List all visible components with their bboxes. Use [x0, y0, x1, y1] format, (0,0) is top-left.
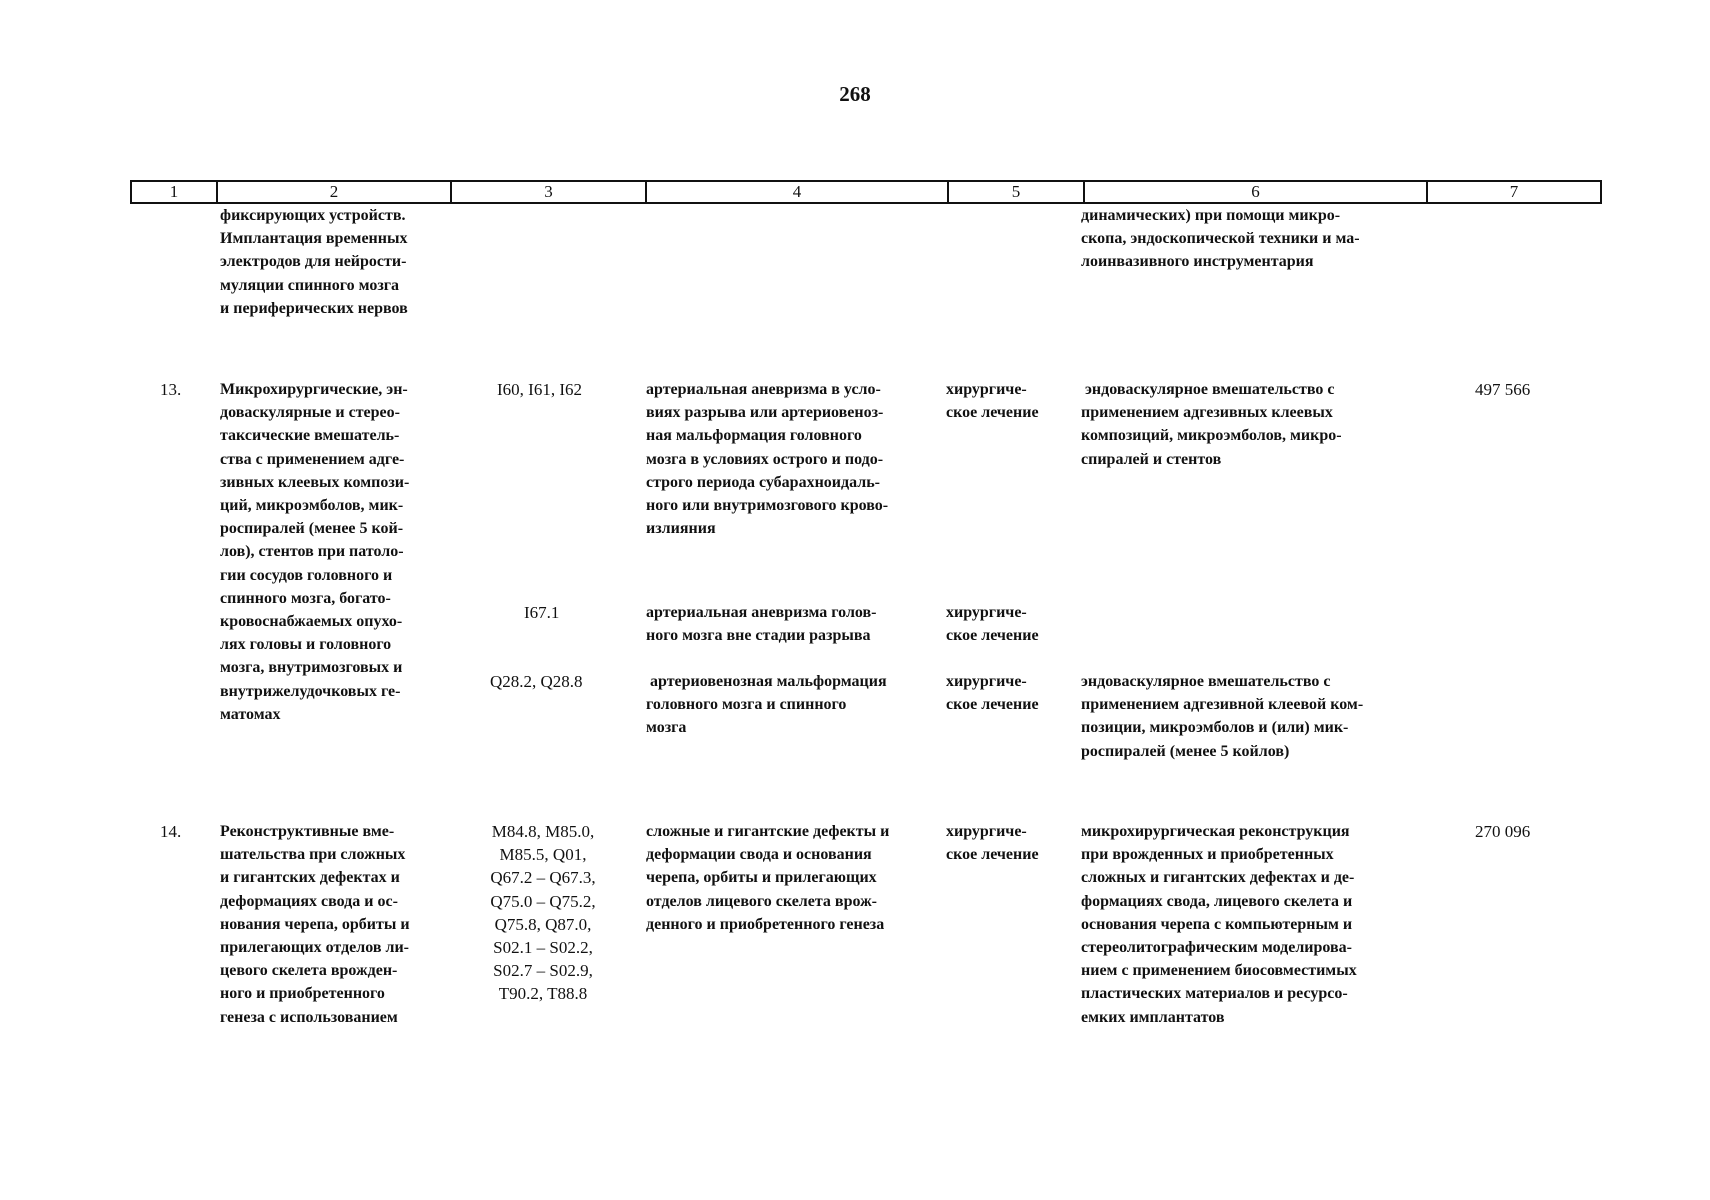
cont-method: динамических) при помощи микро- скопа, эндоскопической техники и ма- лоинвазивного инструментария [1081, 207, 1360, 271]
row-13b-codes: I67.1 [524, 603, 560, 622]
col-header-5: 5 [947, 182, 1083, 202]
row-13-number: 13. [160, 380, 182, 399]
col-header-7: 7 [1426, 182, 1600, 202]
row-13a-method: эндоваскулярное вмешательство с применением адгезивных клеевых композиций, микроэмболов, микро- спиралей и стентов [1081, 381, 1342, 468]
row-14-codes: M84.8, M85.0, M85.5, Q01, Q67.2 – Q67.3, Q75.0 – Q75.2, Q75.8, Q87.0, S02.1 – S02.2, S02.7 – S02.9, T90.2, T88.8 [490, 822, 596, 1004]
row-14-price: 270 096 [1475, 822, 1531, 841]
row-13c-method: эндоваскулярное вмешательство с применением адгезивной клеевой ком- позиции, микроэмболов и (или) мик- роспиралей (менее 5 койлов) [1081, 673, 1364, 760]
table-header [130, 180, 1602, 204]
row-14-number: 14. [160, 822, 182, 841]
row-13a-codes: I60, I61, I62 [497, 380, 582, 399]
row-13b-treatment: хирургиче- ское лечение [946, 604, 1039, 645]
row-13c-treatment: хирургиче- ское лечение [946, 673, 1039, 714]
cont-service-name: фиксирующих устройств. Имплантация временных электродов для нейрости- муляции спинного мозга и периферических нервов [220, 207, 408, 317]
col-header-6: 6 [1083, 182, 1426, 202]
row-13-service-name: Микрохирургические, эн- доваскулярные и стерео- таксические вмешатель- ства с применением адге- зивных клеевых компози- ций, микроэмболов, мик- роспиралей (менее 5 кой- лов), стентов при патоло- гии сосудов головного и спинного мозга, богато- кровоснабжаемых опухо- лях головы и головного мозга, внутримозговых и внутрижелудочковых ге- матомах [220, 381, 410, 723]
col-header-3: 3 [450, 182, 645, 202]
col-header-1: 1 [169, 182, 179, 201]
row-13c-codes: Q28.2, Q28.8 [490, 672, 583, 691]
row-13-price: 497 566 [1475, 380, 1531, 399]
row-14-service-name: Реконструктивные вме- шательства при сложных и гигантских дефектах и деформациях свода и ос- нования черепа, орбиты и прилегающих отделов ли- цевого скелета врожден- ного и приобретенного генеза с использованием [220, 823, 410, 1026]
row-14-model: сложные и гигантские дефекты и деформации свода и основания черепа, орбиты и прилегающих отделов лицевого скелета врож- денного и приобретенного генеза [646, 823, 890, 933]
row-13c-model: артериовенозная мальформация головного мозга и спинного мозга [646, 673, 887, 737]
col-header-4: 4 [645, 182, 947, 202]
page-number: 268 [839, 82, 871, 106]
col-header-2: 2 [216, 182, 450, 202]
row-14-method: микрохирургическая реконструкция при врожденных и приобретенных сложных и гигантских дефектах и де- формациях свода, лицевого скелета и основания черепа с компьютерным и стереолитографическим моделирова- нием с применением биосовместимых пластических материалов и ресурсо- емких имплантатов [1081, 823, 1357, 1026]
row-13a-treatment: хирургиче- ское лечение [946, 381, 1039, 422]
row-14-treatment: хирургиче- ское лечение [946, 823, 1039, 864]
row-13b-model: артериальная аневризма голов- ного мозга вне стадии разрыва [646, 604, 877, 645]
row-13a-model: артериальная аневризма в усло- виях разрыва или артериовеноз- ная мальформация головного мозга в условиях острого и подо- строго периода субарахноидаль- ного или внутримозгового крово- излияния [646, 381, 889, 538]
